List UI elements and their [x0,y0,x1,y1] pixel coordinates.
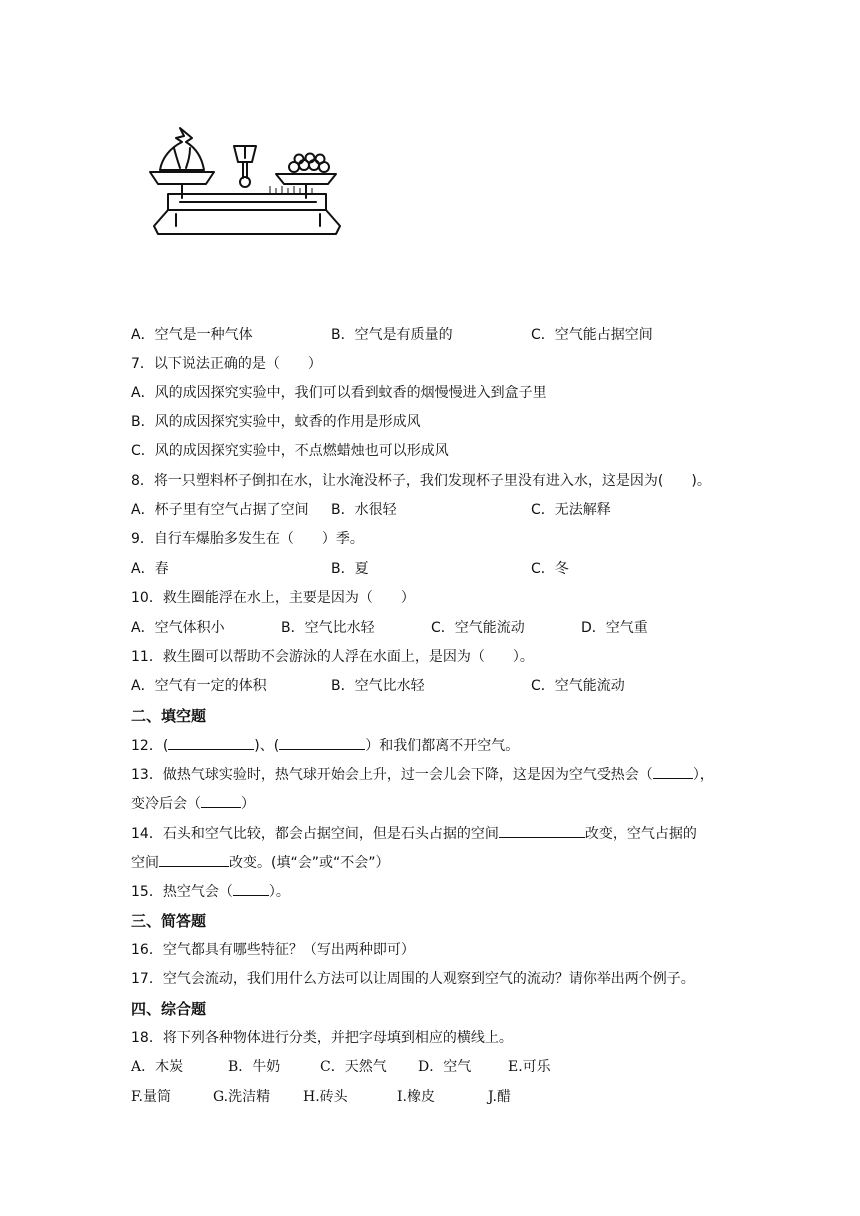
q12-text-pre: 12．( [131,738,169,754]
q10-option-c[interactable]: C．空气能流动 [431,620,525,636]
q9-option-a[interactable]: A．春 [131,561,169,577]
q18-stem: 18．将下列各种物体进行分类，并把字母填到相应的横线上。 [131,1030,513,1046]
q14-blank-1[interactable] [499,823,585,838]
q6-option-a[interactable]: A．空气是一种气体 [131,327,253,343]
q14-text-post-2: 改变。(填“会”或“不会”） [229,855,390,871]
q10-option-d[interactable]: D．空气重 [581,620,648,636]
q8-stem: 8．将一只塑料杯子倒扣在水，让水淹没杯子，我们发现杯子里没有进入水，这是因为( )。 [131,473,711,489]
q8-option-a[interactable]: A．杯子里有空气占据了空间 [131,502,309,518]
q7-option-b[interactable]: B．风的成因探究实验中，蚊香的作用是形成风 [131,414,421,430]
q9-stem: 9．自行车爆胎多发生在（ ）季。 [131,531,364,547]
q10-option-a[interactable]: A．空气体积小 [131,620,225,636]
q15-text-post: ）。 [268,884,290,900]
q7-stem: 7．以下说法正确的是（ ） [131,356,322,372]
q18-item: E.可乐 [508,1059,551,1075]
q13-text-pre-2: 变冷后会（ [131,796,201,812]
q12-blank-1[interactable] [168,735,254,750]
q18-item: D．空气 [418,1059,472,1075]
q18-item: I.橡皮 [397,1089,435,1105]
q18-item: F.量筒 [131,1089,171,1105]
section-heading-short-answer: 三、简答题 [131,912,207,930]
q10-option-b[interactable]: B．空气比水轻 [281,620,375,636]
q14-text-post: 改变，空气占据的 [584,826,697,842]
q17-stem: 17．空气会流动，我们用什么方法可以让周围的人观察到空气的流动？请你举出两个例子。 [131,971,695,987]
q13-blank-1[interactable] [653,764,693,779]
q13-text-pre: 13．做热气球实验时，热气球开始会上升，过一会儿会下降，这是因为空气受热会（ [131,767,653,783]
q18-item: C．天然气 [320,1059,387,1075]
q14-line-2 [131,852,389,873]
q18-item: B．牛奶 [228,1059,281,1075]
q11-option-a[interactable]: A．空气有一定的体积 [131,678,267,694]
q15-blank[interactable] [233,881,269,896]
q11-stem: 11．救生圈可以帮助不会游泳的人浮在水面上，是因为（ ）。 [131,649,534,665]
q12-text-post: ）和我们都离不开空气。 [365,738,520,754]
q8-option-c[interactable]: C．无法解释 [531,502,611,518]
q18-item: H.砖头 [303,1089,348,1105]
q14-text-pre-2: 空间 [131,855,159,871]
q9-option-b[interactable]: B．夏 [331,561,369,577]
q18-item: A．木炭 [131,1059,184,1075]
q14-blank-2[interactable] [159,852,229,867]
q13-line-2 [131,793,255,814]
q12-line [131,735,519,756]
q14-line-1 [131,823,697,844]
q14-text-pre: 14．石头和空气比较，都会占据空间，但是石头占据的空间 [131,826,499,842]
q16-stem: 16．空气都具有哪些特征？（写出两种即可） [131,942,415,958]
q12-text-mid: )、( [254,738,280,754]
q8-option-b[interactable]: B．水很轻 [331,502,397,518]
q13-text-post: ）， [692,767,714,783]
q9-option-c[interactable]: C．冬 [531,561,569,577]
q18-item: J.醋 [488,1089,511,1105]
q11-option-c[interactable]: C．空气能流动 [531,678,625,694]
q10-stem: 10．救生圈能浮在水上，主要是因为（ ） [131,590,415,606]
q13-blank-2[interactable] [201,793,241,808]
q18-item: G.洗洁精 [213,1089,271,1105]
q7-option-c[interactable]: C．风的成因探究实验中，不点燃蜡烛也可以形成风 [131,443,449,459]
section-heading-fill-in: 二、填空题 [131,707,207,725]
q11-option-b[interactable]: B．空气比水轻 [331,678,425,694]
q15-text-pre: 15．热空气会（ [131,884,233,900]
q7-option-a[interactable]: A．风的成因探究实验中，我们可以看到蚊香的烟慢慢进入到盒子里 [131,385,547,401]
section-heading-comprehensive: 四、综合题 [131,1000,207,1018]
balance-scale-illustration [140,118,350,243]
q13-line-1 [131,764,714,785]
q15-line [131,881,290,902]
q12-blank-2[interactable] [279,735,365,750]
q6-option-b[interactable]: B．空气是有质量的 [331,327,453,343]
q13-text-post-2: ） [241,796,255,812]
q6-option-c[interactable]: C．空气能占据空间 [531,327,653,343]
